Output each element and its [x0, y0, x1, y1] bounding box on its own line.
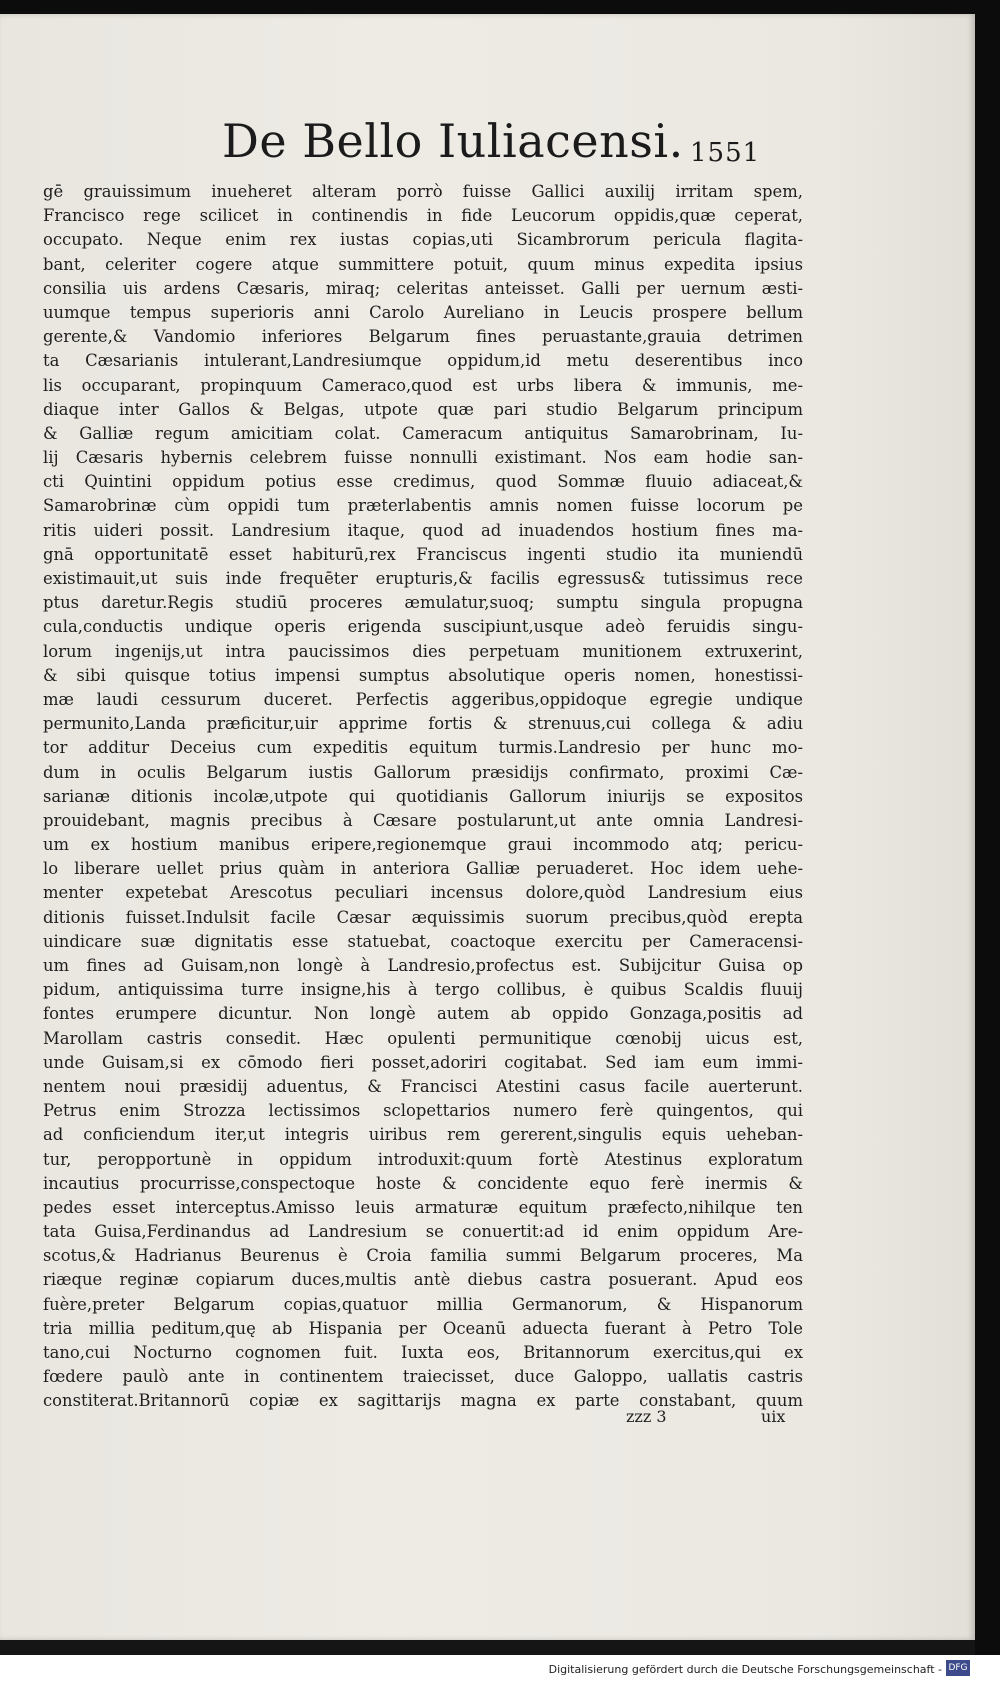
text-line: lis occuparant, propinquum Cameraco,quod est urbs libera & immunis, me-	[43, 375, 803, 395]
text-line: cula,conductis undique operis erigenda suscipiunt,usque adeò feruidis singu-	[43, 617, 803, 637]
text-line: Marollam castris consedit. Hæc opulenti permunitique cœnobij uicus est,	[43, 1028, 803, 1048]
running-title: De Bello Iuliacensi.	[222, 114, 684, 168]
text-line: menter expetebat Arescotus peculiari incensus dolore,quòd Landresium eius	[43, 883, 803, 903]
text-line: occupato. Neque enim rex iustas copias,uti Sicambrorum pericula flagita-	[43, 230, 803, 250]
text-line: lorum ingenijs,ut intra paucissimos dies perpetuam munitionem extruxerint,	[43, 641, 803, 661]
scan-top-border	[0, 0, 1000, 14]
signature-mark: zzz 3	[626, 1407, 667, 1426]
scan-right-border	[975, 0, 1000, 1655]
text-line: consilia uis ardens Cæsaris, miraq; celeritas anteisset. Galli per uernum æsti-	[43, 278, 803, 298]
text-line: tata Guisa,Ferdinandus ad Landresium se conuertit:ad id enim oppidum Are-	[43, 1222, 803, 1242]
text-line: fœdere paulò ante in continentem traiecisset, duce Galoppo, uallatis castris	[43, 1367, 803, 1387]
text-line: fuère,preter Belgarum copias,quatuor millia Germanorum, & Hispanorum	[43, 1294, 803, 1314]
scan-bottom-border	[0, 1640, 975, 1655]
text-line: cti Quintini oppidum potius esse credimus, quod Sommæ fluuio adiaceat,&	[43, 472, 803, 492]
text-line: pedes esset interceptus.Amisso leuis armaturæ equitum præfecto,nihilque ten	[43, 1197, 803, 1217]
text-line: tria millia peditum,quę ab Hispania per Oceanū aduecta fuerant à Petro Tole	[43, 1318, 803, 1338]
text-body	[43, 180, 803, 1414]
text-line: sarianæ ditionis incolæ,utpote qui quotidianis Gallorum iniurijs se expositos	[43, 786, 803, 806]
text-line: existimauit,ut suis inde frequēter erupturis,& facilis egressus& tutissimus rece	[43, 569, 803, 588]
text-line: uindicare suæ dignitatis esse statuebat, coactoque exercitu per Cameracensi-	[43, 931, 803, 951]
text-line: tor additur Deceius cum expeditis equitum turmis.Landresio per hunc mo-	[43, 738, 803, 758]
page-number: 1551	[690, 138, 761, 168]
dfg-logo: DFG	[946, 1660, 970, 1676]
text-line: lij Cæsaris hybernis celebrem fuisse nonnulli existimant. Nos eam hodie san-	[43, 448, 803, 468]
text-line: ta Cæsarianis intulerant,Landresiumque oppidum,id metu deserentibus inco	[43, 351, 803, 371]
text-line: ad conficiendum iter,ut integris uiribus rem gererent,singulis equis ueheban-	[43, 1125, 803, 1145]
text-line: incautius procurrisse,conspectoque hoste & concidente equo ferè inermis &	[43, 1173, 803, 1193]
text-line: Petrus enim Strozza lectissimos sclopettarios numero ferè quingentos, qui	[43, 1101, 803, 1121]
funding-note: Digitalisierung gefördert durch die Deutsche Forschungsgemeinschaft -	[548, 1663, 942, 1676]
text-line: & Galliæ regum amicitiam colat. Cameracum antiquitus Samarobrinam, Iu-	[43, 423, 803, 443]
text-line: tur, peropportunè in oppidum introduxit:quum fortè Atestinus exploratum	[43, 1149, 803, 1169]
text-line: gnā opportunitatē esset habiturū,rex Franciscus ingenti studio ita muniendū	[43, 544, 803, 564]
text-line: bant, celeriter cogere atque summittere potuit, quum minus expedita ipsius	[43, 254, 803, 274]
text-line: & sibi quisque totius impensi sumptus absolutique operis nomen, honestissi-	[43, 665, 803, 685]
text-line: Samarobrinæ cùm oppidi tum præterlabentis amnis nomen fuisse locorum pe	[43, 496, 803, 516]
text-line: Francisco rege scilicet in continendis in fide Leucorum oppidis,quæ ceperat,	[43, 206, 803, 226]
text-line: scotus,& Hadrianus Beurenus è Croia familia summi Belgarum proceres, Ma	[43, 1246, 803, 1266]
text-line: ptus daretur.Regis studiū proceres æmulatur,suoq; sumptu singula propugna	[43, 593, 803, 613]
text-line: nentem noui præsidij aduentus, & Francisci Atestini casus facile auerterunt.	[43, 1076, 803, 1096]
text-line: lo liberare uellet prius quàm in anteriora Galliæ peruaderet. Hoc idem uehe-	[43, 859, 803, 879]
text-line: um fines ad Guisam,non longè à Landresio,profectus est. Subijcitur Guisa op	[43, 956, 803, 975]
text-line: gerente,& Vandomio inferiores Belgarum fines peruastante,grauia detrimen	[43, 327, 803, 347]
text-line: constiterat.Britannorū copiæ ex sagittarijs magna ex parte constabant, quum	[43, 1391, 803, 1411]
text-line: mæ laudi cessurum duceret. Perfectis aggeribus,oppidoque egregie undique	[43, 689, 803, 709]
book-page	[0, 14, 975, 1640]
text-line: pidum, antiquissima turre insigne,his à tergo collibus, è quibus Scaldis fluuij	[43, 980, 803, 1000]
catchword: uix	[761, 1407, 786, 1426]
text-line: uumque tempus superioris anni Carolo Aureliano in Leucis prospere bellum	[43, 302, 803, 322]
text-line: fontes erumpere dicuntur. Non longè autem ab oppido Gonzaga,positis ad	[43, 1004, 803, 1024]
text-line: ritis uideri possit. Landresium itaque, quod ad inuadendos hostium fines ma-	[43, 520, 803, 540]
text-line: prouidebant, magnis precibus à Cæsare postularunt,ut ante omnia Landresi-	[43, 810, 803, 830]
text-line: diaque inter Gallos & Belgas, utpote quæ pari studio Belgarum principum	[43, 399, 803, 419]
text-line: ditionis fuisset.Indulsit facile Cæsar æquissimis suorum precibus,quòd erepta	[43, 907, 803, 927]
text-line: dum in oculis Belgarum iustis Gallorum præsidijs confirmato, proximi Cæ-	[43, 762, 803, 782]
text-line: permunito,Landa præficitur,uir apprime fortis & strenuus,cui collega & adiu	[43, 714, 803, 734]
text-line: tano,cui Nocturno cognomen fuit. Iuxta eos, Britannorum exercitus,qui ex	[43, 1343, 803, 1362]
text-line: gē grauissimum inueheret alteram porrò fuisse Gallici auxilij irritam spem,	[43, 182, 803, 201]
text-line: unde Guisam,si ex cōmodo fieri posset,adoriri cogitabat. Sed iam eum immi-	[43, 1052, 803, 1072]
text-line: riæque reginæ copiarum duces,multis antè diebus castra posuerant. Apud eos	[43, 1270, 803, 1290]
text-line: um ex hostium manibus eripere,regionemque graui incommodo atq; pericu-	[43, 835, 803, 855]
